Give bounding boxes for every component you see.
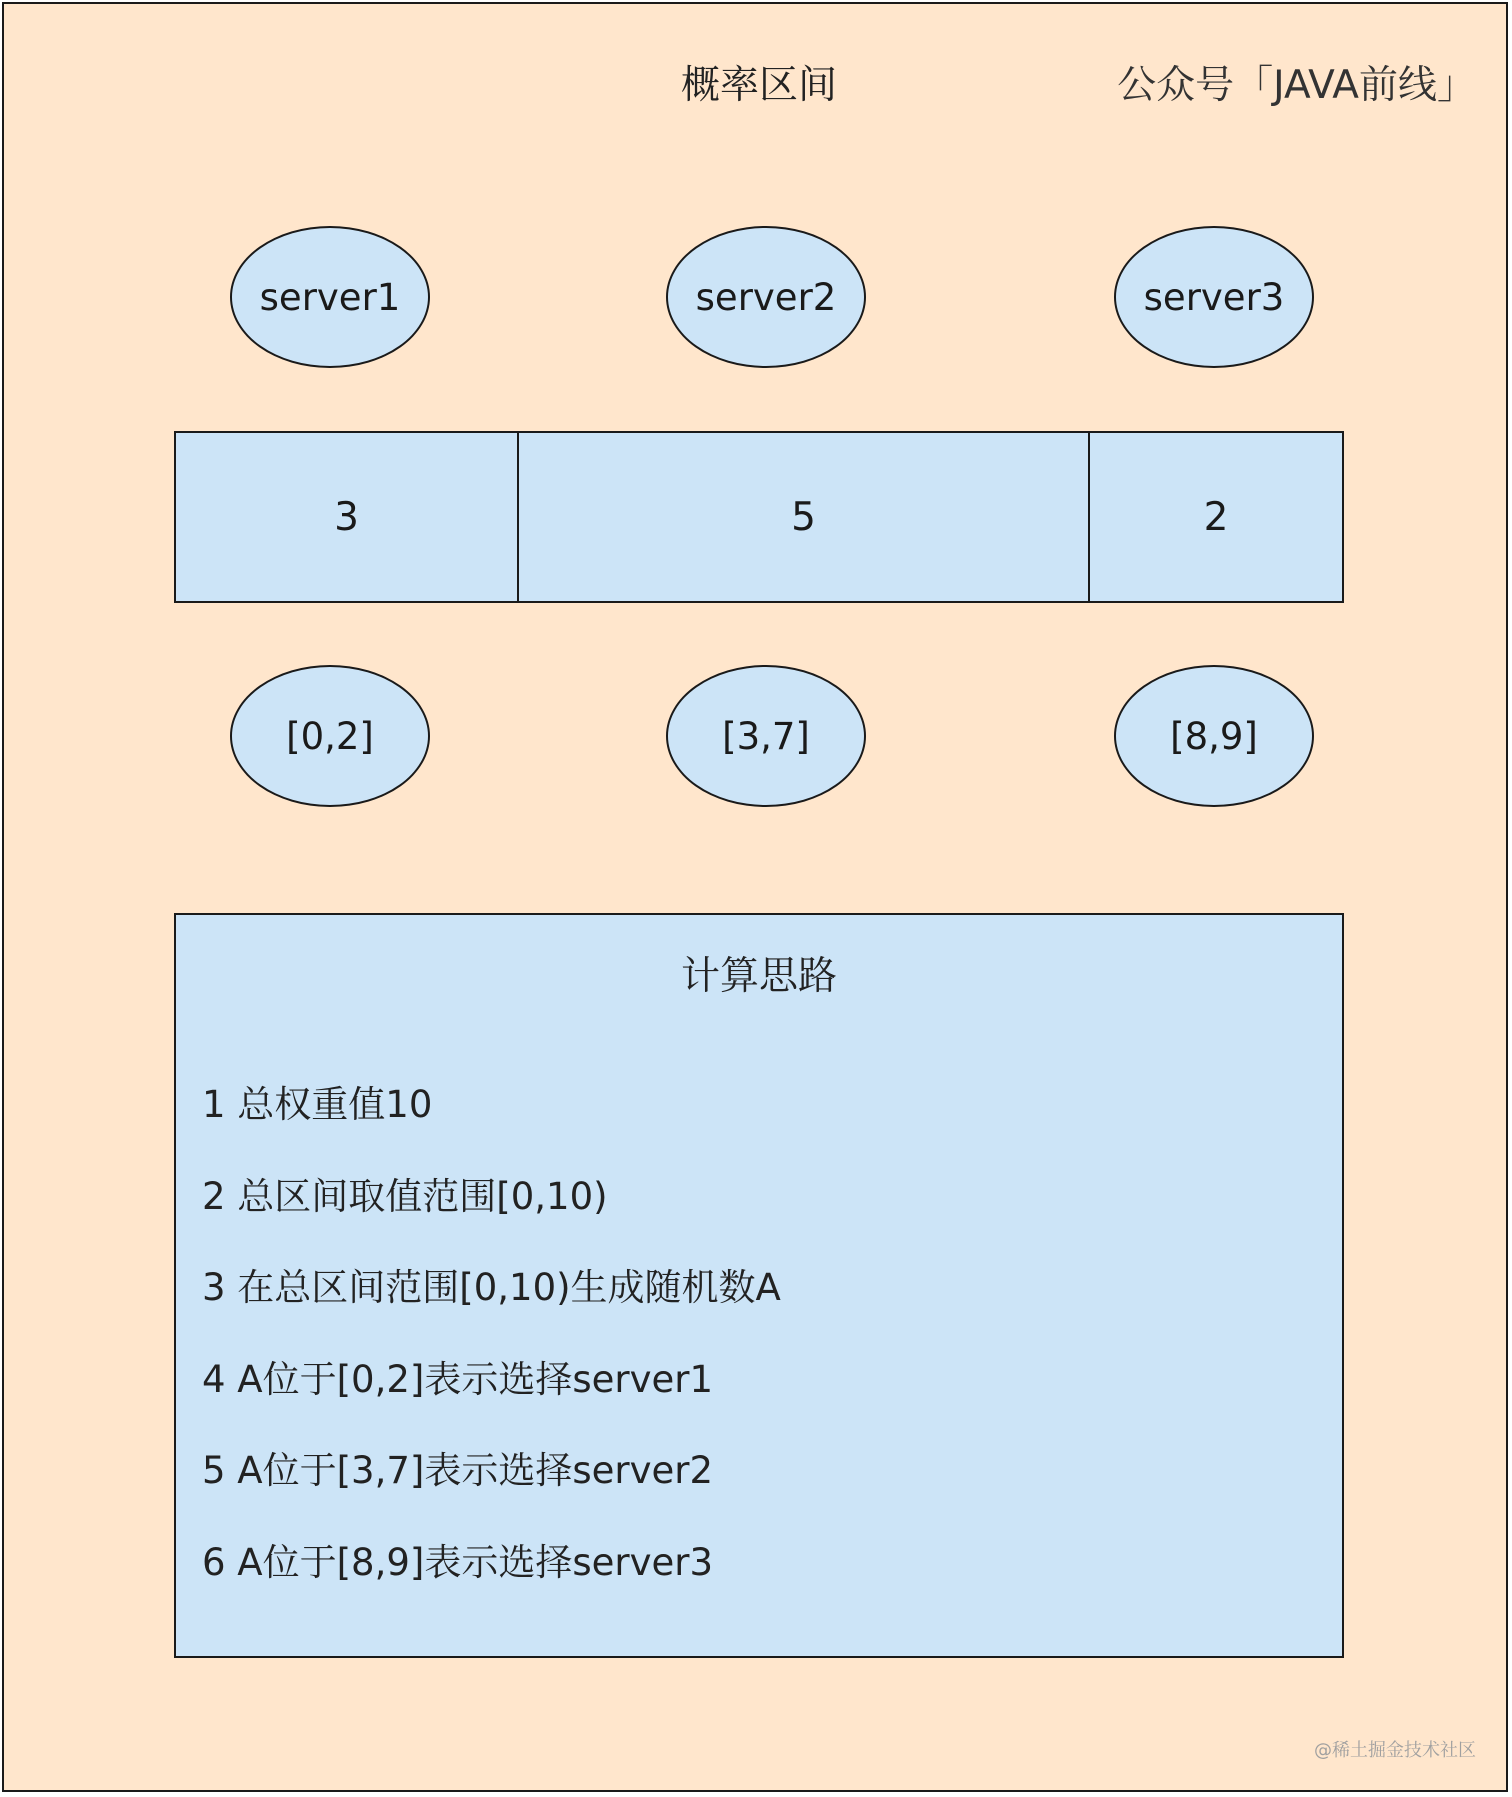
server1-node: server1 — [230, 226, 430, 368]
interval-server3: [8,9] — [1114, 665, 1314, 807]
interval-server2: [3,7] — [666, 665, 866, 807]
watermark-top: 公众号「JAVA前线」 — [1117, 63, 1476, 108]
step-item: 3 在总区间范围[0,10)生成随机数A — [202, 1266, 781, 1309]
steps-list — [202, 1085, 781, 1634]
server2-node: server2 — [666, 226, 866, 368]
interval-server1: [0,2] — [230, 665, 430, 807]
weight-segment-server1: 3 — [334, 494, 359, 540]
step-item: 6 A位于[8,9]表示选择server3 — [202, 1540, 713, 1584]
weight-bar — [174, 431, 1344, 603]
steps-title: 计算思路 — [680, 954, 837, 999]
step-item: 5 A位于[3,7]表示选择server2 — [202, 1449, 713, 1492]
step-item: 2 总区间取值范围[0,10) — [202, 1174, 608, 1218]
diagram-canvas — [2, 2, 1508, 1792]
calculation-steps-box — [174, 913, 1344, 1658]
watermark-bottom: @稀土掘金技术社区 — [1314, 1740, 1476, 1761]
weight-segment-server2: 5 — [517, 433, 1088, 601]
step-item: 1 总权重值10 — [202, 1083, 433, 1126]
server3-node: server3 — [1114, 226, 1314, 368]
diagram-title: 概率区间 — [680, 63, 837, 108]
weight-segment-server3: 2 — [1088, 433, 1342, 601]
step-item: 4 A位于[0,2]表示选择server1 — [202, 1357, 713, 1401]
